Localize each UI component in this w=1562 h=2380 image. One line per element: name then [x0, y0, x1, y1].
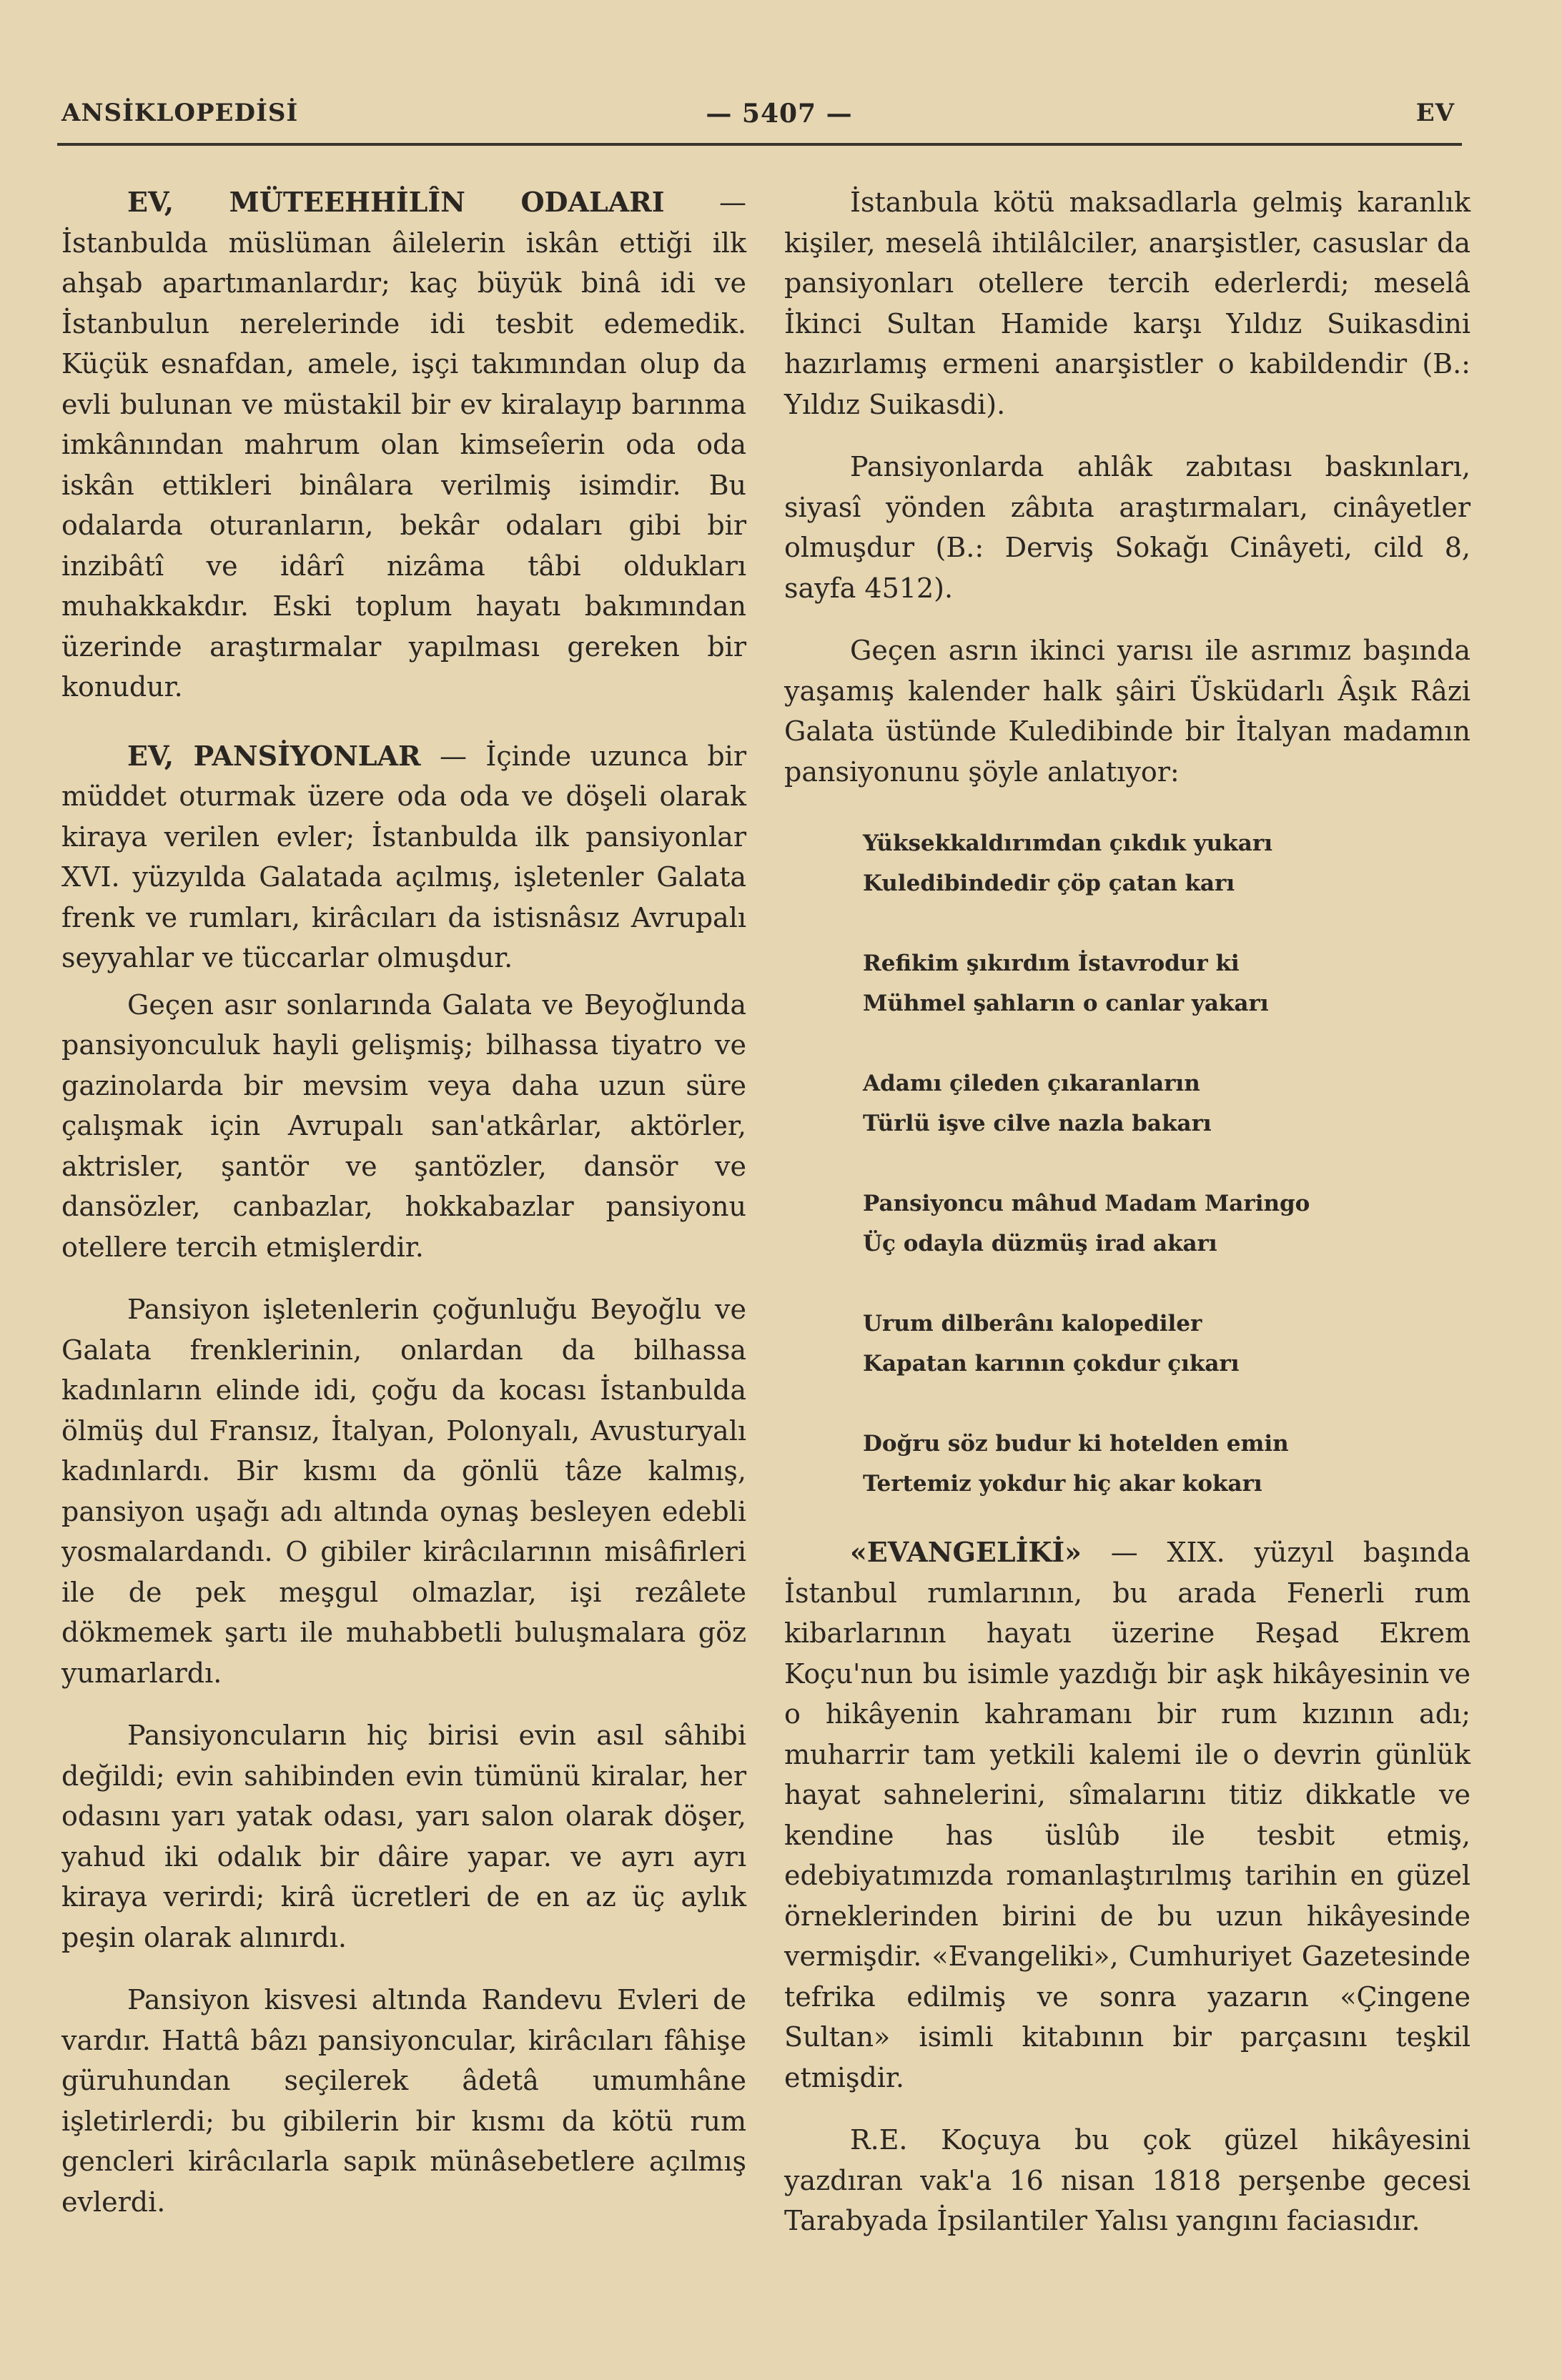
paragraph: Pansiyoncuların hiç birisi evin asıl sâhibi değildi; evin sahibinden evin tümünü kiralar, her odasını yarı yatak odası, yarı salon olarak döşer, yahud iki odalık bir dâire yapar. ve ayrı ayrı kiraya verirdi; kirâ ücretleri de en az üç aylık peşin olarak alınırdı. [61, 1720, 746, 1953]
poem-line: Tertemiz yokdur hiç akar kokarı [863, 1471, 1262, 1497]
poem-stanza [863, 1063, 1470, 1144]
running-header-left: ANSİKLOPEDİSİ [61, 99, 299, 127]
poem [863, 823, 1470, 1504]
paragraph: Pansiyon işletenlerin çoğunluğu Beyoğlu ve Galata frenklerinin, onlardan da bilhassa kadınların elinde idi, çoğu da kocası İstanbulda ölmüş dul Fransız, İtalyan, Polonyalı, Avusturyalı kadınlardı. Bir kısmı da gönlü tâze kalmış, pansiyon uşağı adı altında oynaş besleyen edebli yosmalardandı. O gibiler kirâcılarının misâfirleri ile de pek meşgul olmazlar, işi rezâlete dökmemek şartı ile muhabbetli buluşmalara göz yumarlardı. [61, 1294, 746, 1689]
poem-stanza [863, 1304, 1470, 1384]
paragraph: Geçen asrın ikinci yarısı ile asrımız başında yaşamış kalender halk şâiri Üsküdarlı Âşık Râzi Galata üstünde Kuledibinde bir İtalyan madamın pansiyonunu şöyle anlatıyor: [784, 635, 1470, 788]
entry-evangeliki [784, 1532, 1470, 2098]
poem-stanza [863, 1184, 1470, 1264]
page-number: — 5407 — [706, 99, 853, 129]
poem-stanza [863, 823, 1470, 903]
entry-body: — XIX. yüzyıl başında İstanbul rumlarının, bu arada Fenerli rum kibarlarının hayatı üzerine Reşad Ekrem Koçu'nun bu isimle yazdığı bir aşk hikâyesinin ve o hikâyenin kahramanı bir rum kızının adı; muharrir tam yetkili kalemi ile o devrin günlük hayat sahnelerini, sîmalarını titiz dikkatle ve kendine has üslûb ile tesbit etmiş, edebiyatımızda romanlaştırılmış tarihin en güzel örneklerinden birini de bu uzun hikâyesinde vermişdir. «Evangeliki», Cumhuriyet Gazetesinde tefrika edilmiş ve sonra yazarın «Çingene Sultan» isimli kitabının bir parçasını teşkil etmişdir. [784, 1537, 1470, 2093]
poem-line: Türlü işve cilve nazla bakarı [863, 1111, 1212, 1136]
paragraph: R.E. Koçuya bu çok güzel hikâyesini yazdıran vak'a 16 nisan 1818 perşenbe gecesi Tarabyada İpsilantiler Yalısı yangını faciasıdır. [784, 2124, 1470, 2236]
paragraph: Geçen asır sonlarında Galata ve Beyoğlunda pansiyonculuk hayli gelişmiş; bilhassa tiyatro ve gazinolarda bir mevsim veya daha uzun süre çalışmak için Avrupalı san'atkârlar, aktörler, aktrisler, şantör ve şantözler, dansör ve dansözler, canbazlar, hokkabazlar pansiyonu otellere tercih etmişlerdir. [61, 988, 746, 1263]
left-column [61, 182, 746, 2244]
entry-term: «EVANGELİKİ» [850, 1536, 1082, 1568]
paragraph: Pansiyon kisvesi altında Randevu Evleri de vardır. Hattâ bâzı pansiyoncular, kirâcıları fâhişe güruhundan seçilerek âdetâ umumhâne işletirlerdi; bu gibilerin bir kısmı da kötü rum gencleri kirâcılarla sapık münâsebetlere açılmış evlerdi. [61, 1984, 746, 2218]
right-column [784, 182, 1470, 2264]
poem-stanza [863, 943, 1470, 1023]
running-header-right: EV [1415, 99, 1455, 127]
header-rule [57, 143, 1462, 146]
poem-line: Mühmel şahların o canlar yakarı [863, 991, 1269, 1016]
poem-line: Adamı çileden çıkaranların [863, 1071, 1200, 1096]
entry-body: — İstanbulda müslüman âilelerin iskân ettiği ilk ahşab apartımanlardır; kaç büyük binâ idi ve İstanbulun nerelerinde idi tesbit edemedik. Küçük esnafdan, amele, işçi takımından olup da evli bulunan ve müstakil bir ev kiralayıp barınma imkânından mahrum olan kimseîerin oda oda iskân ettikleri binâlara verilmiş isimdir. Bu odalarda oturanların, bekâr odaları gibi bir inzibâtî ve idârî nizâma tâbi oldukları muhakkakdır. Eski toplum hayatı bakımından üzerinde araştırmalar yapılması gereken bir konudur. [61, 187, 746, 703]
entry-term: EV, MÜTEEHHİLÎN ODALARI [127, 186, 665, 218]
poem-line: Urum dilberânı kalopediler [863, 1311, 1202, 1337]
poem-line: Yüksekkaldırımdan çıkdık yukarı [863, 830, 1272, 856]
paragraph: İstanbula kötü maksadlarla gelmiş karanlık kişiler, meselâ ihtilâlciler, anarşistler, casuslar da pansiyonları otellere tercih ederlerdi; meselâ İkinci Sultan Hamide karşı Yıldız Suikasdini hazırlamış ermeni anarşistler o kabildendir (B.: Yıldız Suikasdi). [784, 187, 1470, 420]
poem-line: Kapatan karının çokdur çıkarı [863, 1351, 1240, 1377]
poem-line: Üç odayla düzmüş irad akarı [863, 1231, 1217, 1256]
poem-line: Refikim şıkırdım İstavrodur ki [863, 951, 1240, 976]
entry-term: EV, PANSİYONLAR [127, 739, 421, 772]
entry-body: — İçinde uzunca bir müddet oturmak üzere oda oda ve döşeli olarak kiraya verilen evler; İstanbulda ilk pansiyonlar XVI. yüzyılda Galatada açılmış, işletenler Galata frenk ve rumları, kirâcıları da istisnâsız Avrupalı seyyahlar ve tüccarlar olmuşdur. [61, 740, 746, 973]
entry-pansiyonlar [61, 736, 746, 978]
poem-line: Doğru söz budur ki hotelden emin [863, 1431, 1289, 1457]
poem-stanza [863, 1424, 1470, 1504]
paragraph: Pansiyonlarda ahlâk zabıtası baskınları, siyasî yönden zâbıta araştırmaları, cinâyetler olmuşdur (B.: Derviş Sokağı Cinâyeti, cild 8, sayfa 4512). [784, 451, 1470, 604]
entry-muteehhilin-odalari [61, 182, 746, 708]
poem-line: Pansiyoncu mâhud Madam Maringo [863, 1191, 1310, 1216]
poem-line: Kuledibindedir çöp çatan karı [863, 871, 1235, 896]
